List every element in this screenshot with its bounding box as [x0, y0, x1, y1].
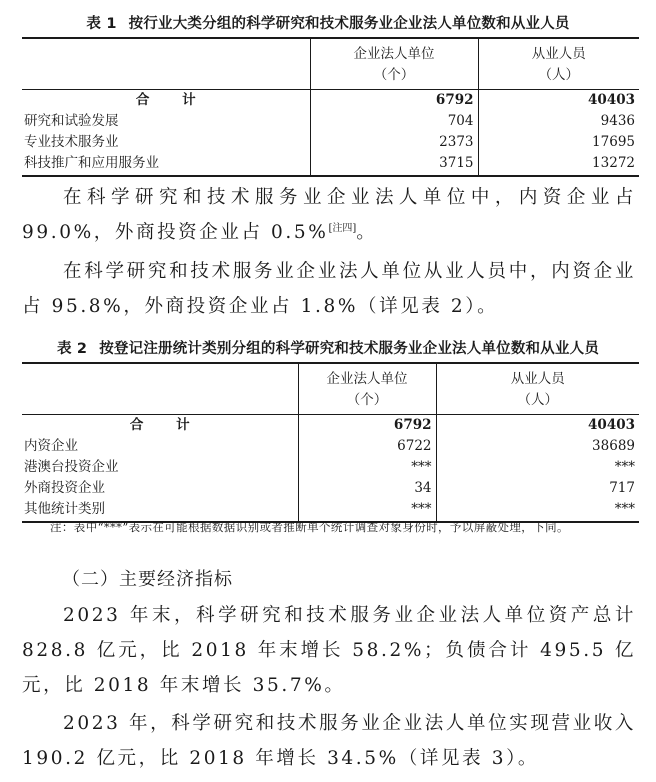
table2-header-blank	[22, 363, 298, 390]
row-label: 合 计	[135, 92, 210, 108]
row-employees: 40403	[436, 415, 639, 437]
table-row	[22, 153, 639, 176]
table-row	[22, 457, 639, 478]
paragraph-1-text: 在科学研究和技术服务业企业法人单位中，内资企业占99.0%，外商投资企业占 0.5%	[22, 187, 636, 243]
row-employees: 40403	[478, 90, 639, 112]
table2-header-blank-2	[22, 390, 298, 415]
row-units: ***	[298, 499, 436, 522]
table2-col1-header: 企业法人单位	[298, 363, 436, 390]
row-label: 研究和试验发展	[24, 113, 119, 129]
table1-col2-unit: （人）	[478, 65, 639, 90]
table1-caption-number: 表 1	[86, 16, 117, 32]
row-employees: ***	[436, 457, 639, 478]
table1-col1-unit: （个）	[310, 65, 478, 90]
table-row	[22, 111, 639, 132]
table2-caption-text: 按登记注册统计类别分组的科学研究和技术服务业企业法人单位数和从业人员	[99, 341, 600, 357]
row-label: 专业技术服务业	[24, 134, 119, 150]
table1-header-blank	[22, 38, 310, 65]
row-employees: 38689	[436, 436, 639, 457]
row-units: 34	[298, 478, 436, 499]
footnote-ref: [注四]	[328, 222, 357, 234]
table1-col1-header: 企业法人单位	[310, 38, 478, 65]
section-heading: （二）主要经济指标	[62, 569, 233, 590]
row-employees: 17695	[478, 132, 639, 153]
row-units: 3715	[310, 153, 478, 176]
table2-note: 注：表中“***”表示在可能根据数据识别或者推断单个统计调查对象身份时，予以屏蔽处理，下同。	[50, 520, 569, 534]
row-units: 6792	[310, 90, 478, 112]
table-row	[22, 436, 639, 457]
table-row	[22, 478, 639, 499]
row-employees: 717	[436, 478, 639, 499]
row-units: 2373	[310, 132, 478, 153]
row-label: 港澳台投资企业	[24, 459, 119, 475]
table2-col2-header: 从业人员	[436, 363, 639, 390]
table1-col2-header: 从业人员	[478, 38, 639, 65]
row-employees: 9436	[478, 111, 639, 132]
table1-header-blank-2	[22, 65, 310, 90]
table-row	[22, 132, 639, 153]
row-label: 外商投资企业	[24, 480, 105, 496]
row-units: 704	[310, 111, 478, 132]
row-units: 6792	[298, 415, 436, 437]
row-label: 科技推广和应用服务业	[22, 153, 310, 176]
paragraph-1	[22, 180, 636, 250]
table2-caption-number: 表 2	[56, 341, 88, 357]
row-employees: 13272	[478, 153, 639, 176]
paragraph-1-end: 。	[356, 222, 378, 243]
table2	[22, 362, 639, 523]
table2-col2-unit: （人）	[436, 390, 639, 415]
row-label: 内资企业	[24, 438, 78, 454]
row-label: 合 计	[129, 417, 204, 433]
table1	[22, 37, 639, 177]
paragraph-3: 2023 年末，科学研究和技术服务业企业法人单位资产总计 828.8 亿元，比 2018 年末增长 58.2%；负债合计 495.5 亿元，比 2018 年末增长 35.7%。	[22, 605, 636, 696]
table1-caption-text: 按行业大类分组的科学研究和技术服务业企业法人单位数和从业人员	[128, 16, 570, 32]
table1-caption	[0, 12, 656, 33]
row-units: 6722	[298, 436, 436, 457]
table2-col1-unit: （个）	[298, 390, 436, 415]
table-row	[22, 90, 639, 112]
paragraph-2: 在科学研究和技术服务业企业法人单位从业人员中，内资企业占 95.8%，外商投资企业占 1.8%（详见表 2）。	[22, 261, 636, 317]
row-units: ***	[298, 457, 436, 478]
table2-caption	[0, 337, 656, 358]
row-label: 其他统计类别	[22, 499, 298, 522]
paragraph-4: 2023 年，科学研究和技术服务业企业法人单位实现营业收入 190.2 亿元，比 2018 年增长 34.5%（详见表 3）。	[22, 713, 636, 769]
table-row	[22, 415, 639, 437]
row-employees: ***	[436, 499, 639, 522]
